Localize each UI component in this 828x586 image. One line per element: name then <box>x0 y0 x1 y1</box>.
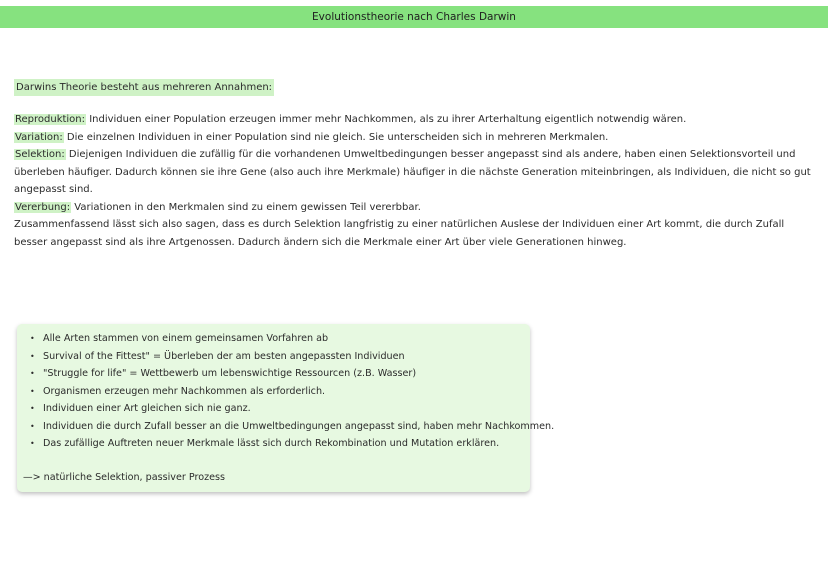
assumption-text: Individuen einer Population erzeugen immer mehr Nachkommen, als zu ihrer Arterhaltung eigentlich notwendig wären. <box>86 114 687 125</box>
list-item: • Individuen einer Art gleichen sich nie ganz. <box>30 400 554 418</box>
bullet-list <box>30 330 554 453</box>
assumption-reproduction <box>14 111 814 129</box>
summary-card <box>17 324 555 492</box>
assumption-term: Selektion: <box>15 149 65 160</box>
assumption-text: Diejenigen Individuen die zufällig für die vorhandenen Umweltbedingungen besser angepasst sind als andere, haben einen Selektionsvorteil und überleben häufiger. Dadurch können sie ihre Gene (also auch ihre Merkmale) häufiger in die nächste Generation miteinbringen, als Individuen, die nicht so gut angepasst sind. <box>14 149 811 195</box>
assumption-term: Variation: <box>15 131 63 143</box>
list-item: • Individuen die durch Zufall besser an die Umweltbedingungen angepasst sind, haben mehr Nachkommen. <box>30 418 554 436</box>
assumption-variation <box>14 129 814 147</box>
list-item: • Organismen erzeugen mehr Nachkommen als erforderlich. <box>30 383 554 401</box>
summary-paragraph: Zusammenfassend lässt sich also sagen, dass es durch Selektion langfristig zu einer natürlichen Auslese der Individuen einer Art kommt, die durch Zufall besser angepasst sind als ihre Artgenossen. Dadurch ändern sich die Merkmale einer Art über viele Generationen hinweg. <box>14 219 785 248</box>
assumption-text: Die einzelnen Individuen in einer Population sind nie gleich. Sie unterscheiden sich in mehreren Merkmalen. <box>63 131 609 143</box>
assumption-term: Reproduktion: <box>15 114 86 125</box>
list-item: • Survival of the Fittest" = Überleben der am besten angepassten Individuen <box>30 348 554 366</box>
assumption-selection <box>14 146 814 199</box>
list-item: • Das zufällige Auftreten neuer Merkmale lässt sich durch Rekombination und Mutation erklären. <box>30 435 554 453</box>
assumptions-list <box>14 111 814 216</box>
intro-heading: Darwins Theorie besteht aus mehreren Annahmen: <box>14 79 274 96</box>
conclusion-text: —> natürliche Selektion, passiver Prozess <box>23 472 226 483</box>
assumption-text: Variationen in den Merkmalen sind zu einem gewissen Teil vererbbar. <box>71 201 421 213</box>
assumption-term: Vererbung: <box>15 201 71 213</box>
list-item: • "Struggle for life" = Wettbewerb um lebenswichtige Ressourcen (z.B. Wasser) <box>30 365 554 383</box>
page-title: Evolutionstheorie nach Charles Darwin <box>0 6 828 28</box>
list-item: • Alle Arten stammen von einem gemeinsamen Vorfahren ab <box>30 330 554 348</box>
assumption-inheritance <box>14 199 814 217</box>
